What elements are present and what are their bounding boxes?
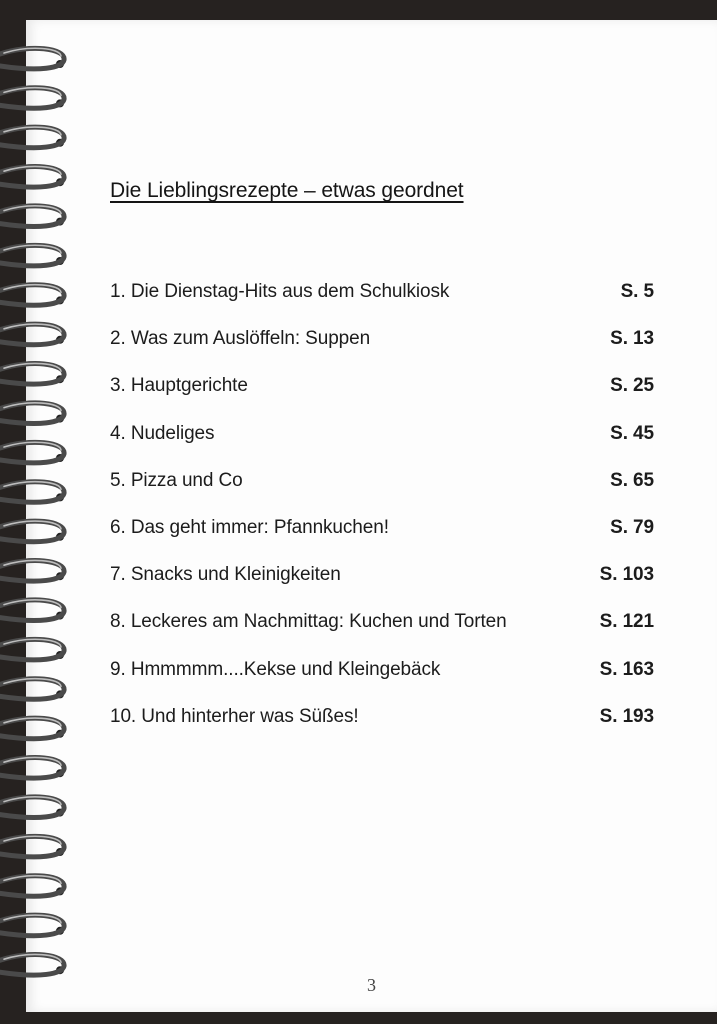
- coil-loop: [0, 166, 64, 187]
- coil-loop: [0, 718, 64, 739]
- toc-entry-page: S. 13: [610, 328, 654, 350]
- coil-loop: [0, 521, 64, 542]
- toc-entry[interactable]: [110, 706, 654, 753]
- toc-entry-page: S. 103: [599, 564, 654, 586]
- coil-loop: [0, 245, 64, 266]
- coil-loop: [0, 836, 64, 857]
- coil-loop: [0, 363, 64, 384]
- coil-loop: [0, 600, 64, 621]
- toc-entry-label: 7. Snacks und Kleinigkeiten: [110, 564, 341, 586]
- coil-loop: [0, 797, 64, 818]
- coil-loop: [0, 324, 64, 345]
- toc-entry-label: 5. Pizza und Co: [110, 469, 243, 491]
- coil-loop: [0, 206, 64, 227]
- coil-loop: [0, 639, 64, 660]
- toc-entry-page: S. 65: [610, 469, 654, 491]
- toc-entry[interactable]: [110, 328, 654, 375]
- toc-entry-label: 8. Leckeres am Nachmittag: Kuchen und Torten: [110, 611, 507, 633]
- toc-entry[interactable]: [110, 281, 654, 328]
- toc-entry-page: S. 193: [599, 705, 654, 727]
- toc-entry[interactable]: [110, 564, 654, 611]
- toc-entry-page: S. 5: [620, 281, 654, 302]
- coil-loop: [0, 48, 64, 69]
- coil-loop: [0, 403, 64, 424]
- toc-entry-label: 10. Und hinterher was Süßes!: [110, 705, 359, 727]
- toc-entry-label: 6. Das geht immer: Pfannkuchen!: [110, 516, 389, 538]
- spiral-binding-icon: [0, 20, 80, 1024]
- coil-loop: [0, 482, 64, 503]
- toc-entry-label: 4. Nudeliges: [110, 422, 215, 444]
- coil-loop: [0, 442, 64, 463]
- toc-entry[interactable]: [110, 611, 654, 658]
- page-number: 3: [367, 975, 376, 995]
- toc-entry-page: S. 121: [599, 611, 654, 633]
- coil-loop: [0, 127, 64, 148]
- toc-entry[interactable]: [110, 375, 654, 422]
- coil-loop: [0, 876, 64, 897]
- toc-entry-page: S. 45: [610, 422, 654, 444]
- coil-loop: [0, 954, 64, 975]
- toc-entry-page: S. 79: [610, 516, 654, 538]
- toc-entry-label: 9. Hmmmmm....Kekse und Kleingebäck: [110, 658, 441, 680]
- toc-entry[interactable]: [110, 470, 654, 517]
- toc-entry-page: S. 163: [599, 658, 654, 680]
- coil-loop: [0, 560, 64, 581]
- coil-loop: [0, 915, 64, 936]
- toc-entry-label: 1. Die Dienstag-Hits aus dem Schulkiosk: [110, 281, 450, 302]
- toc-entry[interactable]: [110, 659, 654, 706]
- page-title: Die Lieblingsrezepte – etwas geordnet: [110, 179, 464, 202]
- toc-entry-page: S. 25: [610, 375, 654, 397]
- table-of-contents: [110, 281, 654, 753]
- toc-entry-label: 2. Was zum Auslöffeln: Suppen: [110, 328, 371, 350]
- coil-loop: [0, 757, 64, 778]
- toc-entry[interactable]: [110, 423, 654, 470]
- notebook-page: [26, 20, 717, 1012]
- toc-entry[interactable]: [110, 517, 654, 564]
- coil-loop: [0, 285, 64, 306]
- toc-entry-label: 3. Hauptgerichte: [110, 375, 248, 397]
- coil-loop: [0, 679, 64, 700]
- coil-loop: [0, 88, 64, 109]
